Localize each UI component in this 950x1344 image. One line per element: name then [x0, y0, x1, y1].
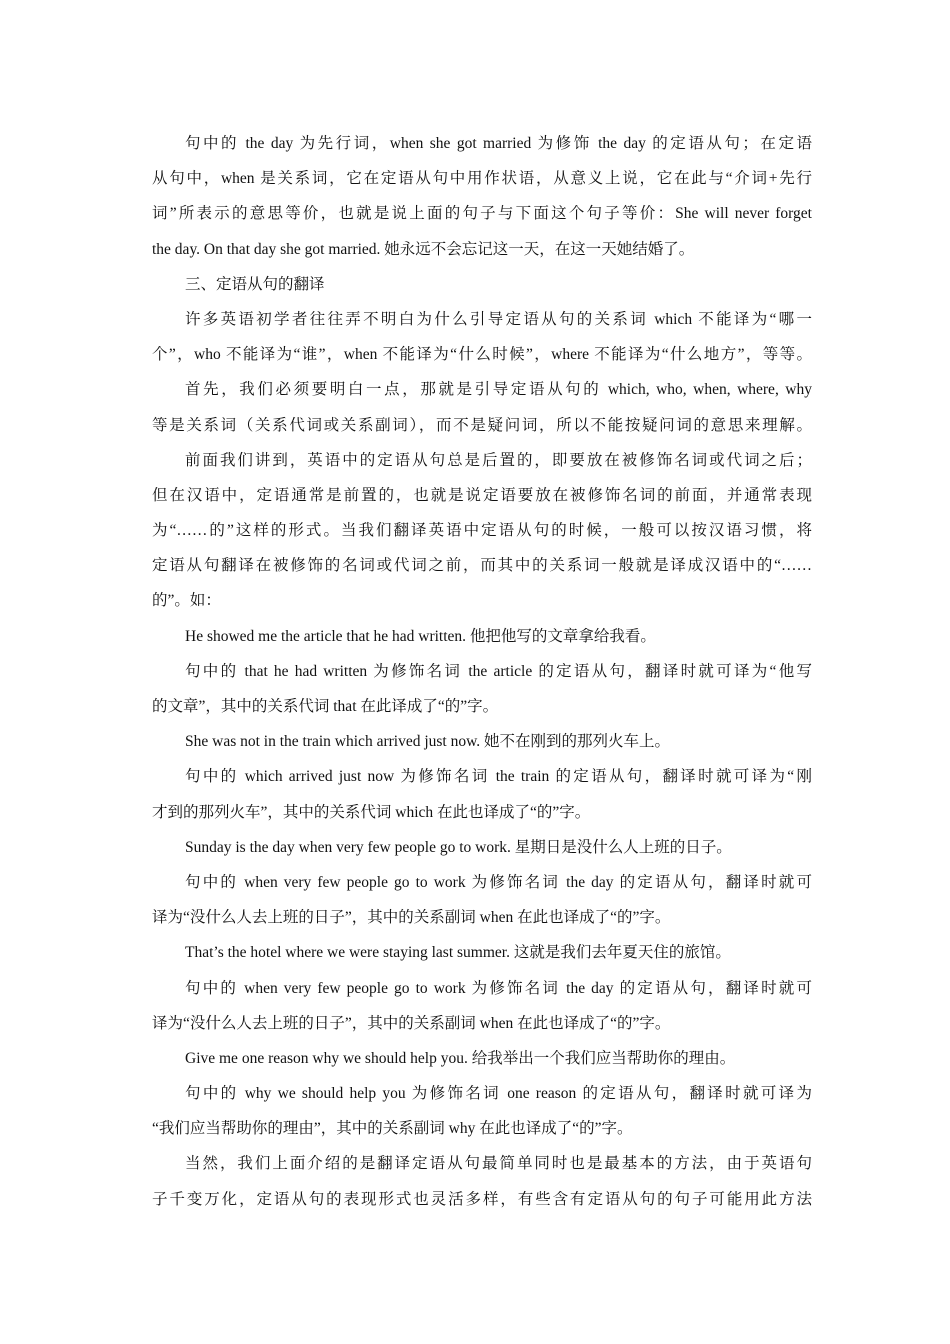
text-line: 句中的 that he had written 为修饰名词 the article 的定语从句，翻译时就可译为“他写 [185, 662, 812, 680]
text-line: 为“……的”这样的形式。当我们翻译英语中定语从句的时候，一般可以按汉语习惯，将 [152, 522, 812, 540]
text-line: Give me one reason why we should help you. 给我举出一个我们应当帮助你的理由。 [185, 1049, 736, 1067]
text-line: Sunday is the day when very few people go to work. 星期日是没什么人上班的日子。 [185, 838, 732, 856]
text-line: 等是关系词（关系代词或关系副词），而不是疑问词，所以不能按疑问词的意思来理解。 [152, 416, 812, 434]
text-line: 的文章”，其中的关系代词 that 在此译成了“的”字。 [152, 698, 499, 715]
text-line: 句中的 when very few people go to work 为修饰名词 the day 的定语从句，翻译时就可 [185, 979, 812, 997]
text-line: 三、定语从句的翻译 [185, 275, 325, 293]
text-line: 译为“没什么人去上班的日子”，其中的关系副词 when 在此也译成了“的”字。 [152, 909, 671, 927]
text-line: 译为“没什么人去上班的日子”，其中的关系副词 when 在此也译成了“的”字。 [152, 1014, 671, 1032]
document-body [152, 126, 812, 1217]
text-line: 当然，我们上面介绍的是翻译定语从句最简单同时也是最基本的方法，由于英语句 [185, 1155, 812, 1173]
text-line: That’s the hotel where we were staying last summer. 这就是我们去年夏天住的旅馆。 [185, 944, 731, 962]
text-line: “我们应当帮助你的理由”，其中的关系副词 why 在此也译成了“的”字。 [152, 1120, 633, 1138]
text-line: He showed me the article that he had written. 他把他写的文章拿给我看。 [185, 627, 656, 645]
text-line: 句中的 why we should help you 为修饰名词 one reason 的定语从句，翻译时就可译为 [185, 1085, 812, 1103]
text-line: 个”，who 不能译为“谁”，when 不能译为“什么时候”，where 不能译为“什么地方”，等等。 [152, 346, 812, 364]
text-line: 词”所表示的意思等价，也就是说上面的句子与下面这个句子等价：She will never forget [152, 205, 812, 223]
text-line: 句中的 which arrived just now 为修饰名词 the train 的定语从句，翻译时就可译为“刚 [185, 768, 812, 786]
text-line: 首先，我们必须要明白一点，那就是引导定语从句的 which, who, when, where, why [185, 381, 812, 399]
text-line: 子千变万化，定语从句的表现形式也灵活多样，有些含有定语从句的句子可能用此方法 [152, 1190, 812, 1208]
text-line: 前面我们讲到，英语中的定语从句总是后置的，即要放在被修饰名词或代词之后； [185, 451, 812, 469]
text-line: 定语从句翻译在被修饰的名词或代词之前，而其中的关系词一般就是译成汉语中的“…… [152, 557, 812, 575]
text-line: 才到的那列火车”，其中的关系代词 which 在此也译成了“的”字。 [152, 803, 591, 821]
text-line: 的”。如： [152, 592, 221, 610]
text-line: 句中的 the day 为先行词，when she got married 为修饰 the day 的定语从句；在定语 [185, 135, 812, 152]
text-line: the day. On that day she got married. 她永远不会忘记这一天，在这一天她结婚了。 [152, 240, 695, 258]
text-line: 但在汉语中，定语通常是前置的，也就是说定语要放在被修饰名词的前面，并通常表现 [152, 486, 812, 504]
text-line: 许多英语初学者往往弄不明白为什么引导定语从句的关系词 which 不能译为“哪一 [185, 310, 812, 328]
text-line: 从句中，when 是关系词，它在定语从句中用作状语，从意义上说，它在此与“介词+先行 [152, 170, 812, 188]
text-line: 句中的 when very few people go to work 为修饰名词 the day 的定语从句，翻译时就可 [185, 873, 812, 891]
text-line: She was not in the train which arrived just now. 她不在刚到的那列火车上。 [185, 733, 671, 751]
